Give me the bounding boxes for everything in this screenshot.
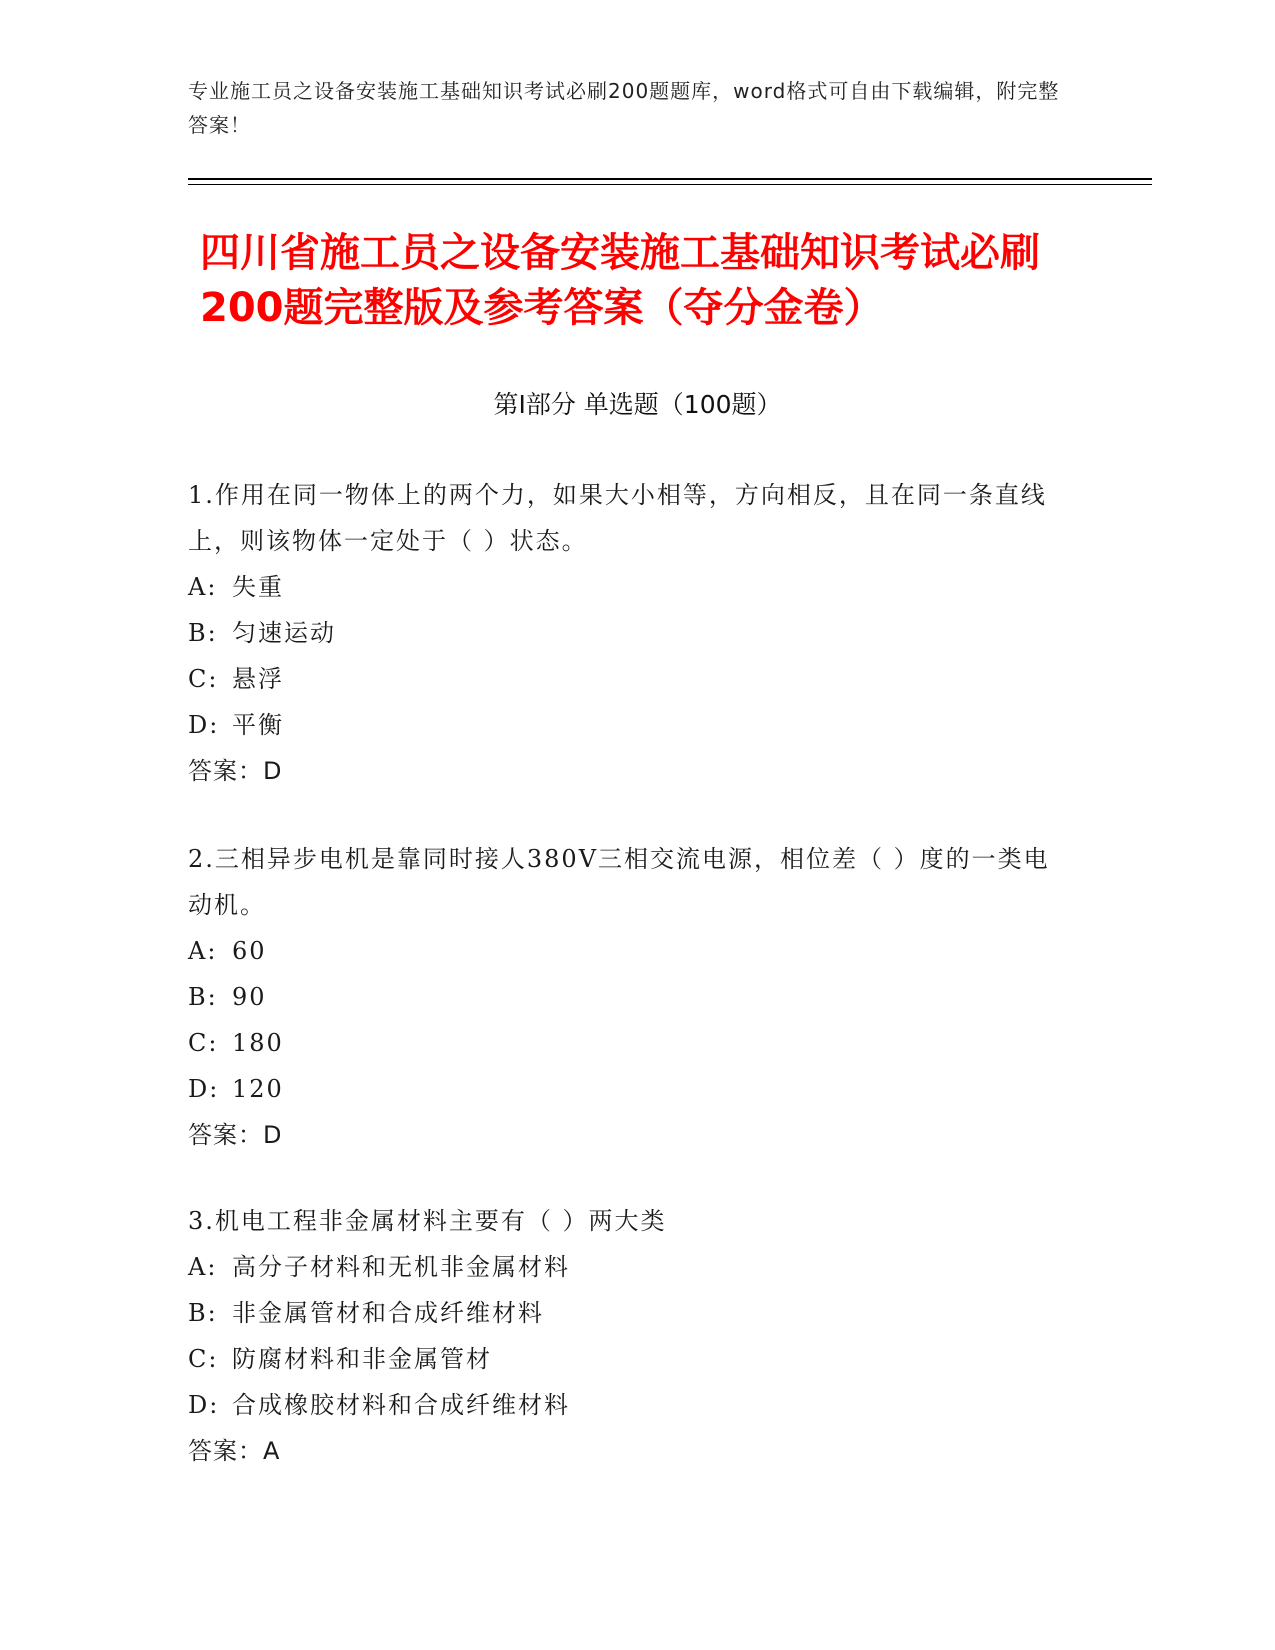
- option-a: [188, 1244, 1068, 1290]
- option-letter: D:: [188, 1075, 220, 1103]
- option-letter: C:: [188, 1029, 219, 1057]
- option-text: 高分子材料和无机非金属材料: [232, 1253, 570, 1281]
- header-note: 专业施工员之设备安装施工基础知识考试必刷200题题库，word格式可自由下载编辑，附完整答案！: [188, 79, 1060, 137]
- option-c: [188, 656, 1068, 702]
- option-a: [188, 564, 1068, 610]
- option-a: [188, 928, 1068, 974]
- option-b: [188, 1290, 1068, 1336]
- option-letter: C:: [188, 1345, 219, 1373]
- answer-line: 答案：A: [188, 1437, 281, 1465]
- option-letter: A:: [188, 573, 218, 601]
- option-letter: B:: [188, 619, 218, 647]
- option-c: [188, 1336, 1068, 1382]
- option-text: 90: [232, 983, 267, 1011]
- option-letter: D:: [188, 711, 220, 739]
- option-text: 60: [232, 937, 267, 965]
- question-1: [188, 472, 1068, 794]
- option-letter: A:: [188, 937, 218, 965]
- option-text: 120: [232, 1075, 284, 1103]
- option-text: 悬浮: [232, 665, 284, 693]
- option-b: [188, 610, 1068, 656]
- option-text: 合成橡胶材料和合成纤维材料: [232, 1391, 570, 1419]
- option-letter: B:: [188, 983, 218, 1011]
- option-letter: A:: [188, 1253, 218, 1281]
- answer-line: 答案：D: [188, 757, 283, 785]
- document-title: 四川省施工员之设备安装施工基础知识考试必刷200题完整版及参考答案（夺分金卷）: [200, 230, 1040, 331]
- option-text: 防腐材料和非金属管材: [232, 1345, 492, 1373]
- question-3: [188, 1198, 1068, 1474]
- answer-line: 答案：D: [188, 1121, 283, 1149]
- option-text: 匀速运动: [232, 619, 336, 647]
- question-stem: 3.机电工程非金属材料主要有（ ）两大类: [188, 1207, 667, 1235]
- option-c: [188, 1020, 1068, 1066]
- section-title: 第Ⅰ部分 单选题（100题）: [493, 390, 782, 419]
- option-d: [188, 702, 1068, 748]
- option-text: 平衡: [232, 711, 284, 739]
- question-stem: 2.三相异步电机是靠同时接人380V三相交流电源，相位差（ ）度的一类电动机。: [188, 845, 1050, 919]
- header-rule-thin: [188, 184, 1152, 185]
- question-2: [188, 836, 1068, 1158]
- option-b: [188, 974, 1068, 1020]
- option-text: 失重: [232, 573, 284, 601]
- option-letter: D:: [188, 1391, 220, 1419]
- option-letter: C:: [188, 665, 219, 693]
- option-d: [188, 1382, 1068, 1428]
- header-rule-thick: [188, 178, 1152, 180]
- question-stem: 1.作用在同一物体上的两个力，如果大小相等，方向相反，且在同一条直线上，则该物体一定处于（ ）状态。: [188, 481, 1047, 555]
- option-letter: B:: [188, 1299, 218, 1327]
- option-d: [188, 1066, 1068, 1112]
- option-text: 非金属管材和合成纤维材料: [232, 1299, 544, 1327]
- option-text: 180: [232, 1029, 284, 1057]
